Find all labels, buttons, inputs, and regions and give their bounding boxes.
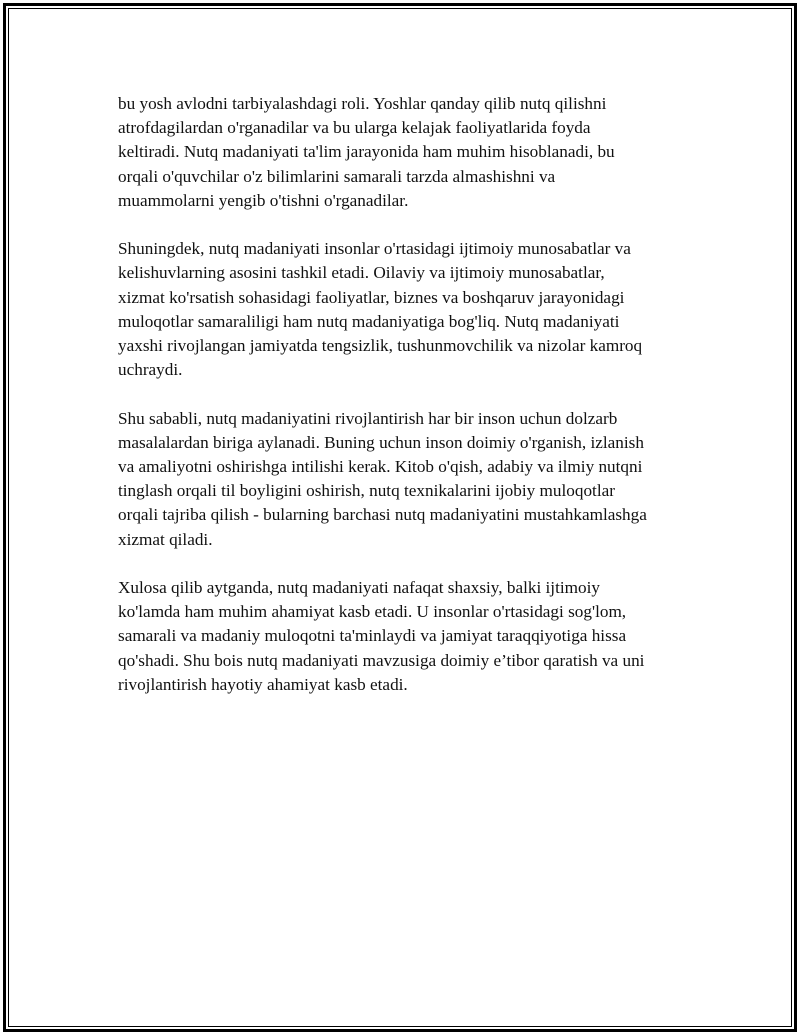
paragraph-1: bu yosh avlodni tarbiyalashdagi roli. Yoshlar qanday qilib nutq qilishni atrofdagilardan o'rganadilar va bu ularga kelajak faoliyatlarida foyda keltiradi. Nutq madaniyati ta'lim jarayonida ham muhim hisoblanadi, bu orqali o'quvchilar o'z bilimlarini samarali tarzda almashishni va muammolarni yengib o'tishni o'rganadilar. <box>118 94 615 210</box>
document-body <box>118 92 702 721</box>
paragraph-3: Shu sababli, nutq madaniyatini rivojlantirish har bir inson uchun dolzarb masalalardan biriga aylanadi. Buning uchun inson doimiy o'rganish, izlanish va amaliyotni oshirishga intilishi kerak. Kitob o'qish, adabiy va ilmiy nutqni tinglash orqali til boyligini oshirish, nutq texnikalarini ijobiy muloqotlar orqali tajriba qilish - bularning barchasi nutq madaniyatini mustahkamlashga xizmat qiladi. <box>118 408 647 549</box>
paragraph-4: Xulosa qilib aytganda, nutq madaniyati nafaqat shaxsiy, balki ijtimoiy ko'lamda ham muhim ahamiyat kasb etadi. U insonlar o'rtasidagi sog'lom, samarali va madaniy muloqotni ta'minlaydi va jamiyat taraqqiyotiga hissa qo'shadi. Shu bois nutq madaniyati mavzusiga doimiy e’tibor qaratish va uni rivojlantirish hayotiy ahamiyat kasb etadi. <box>118 578 645 694</box>
paragraph-2: Shuningdek, nutq madaniyati insonlar o'rtasidagi ijtimoiy munosabatlar va kelishuvlarning asosini tashkil etadi. Oilaviy va ijtimoiy munosabatlar, xizmat ko'rsatish sohasidagi faoliyatlar, biznes va boshqaruv jarayonidagi muloqotlar samaraliligi ham nutq madaniyatiga bog'liq. Nutq madaniyati yaxshi rivojlangan jamiyatda tengsizlik, tushunmovchilik va nizolar kamroq uchraydi. <box>118 239 643 380</box>
